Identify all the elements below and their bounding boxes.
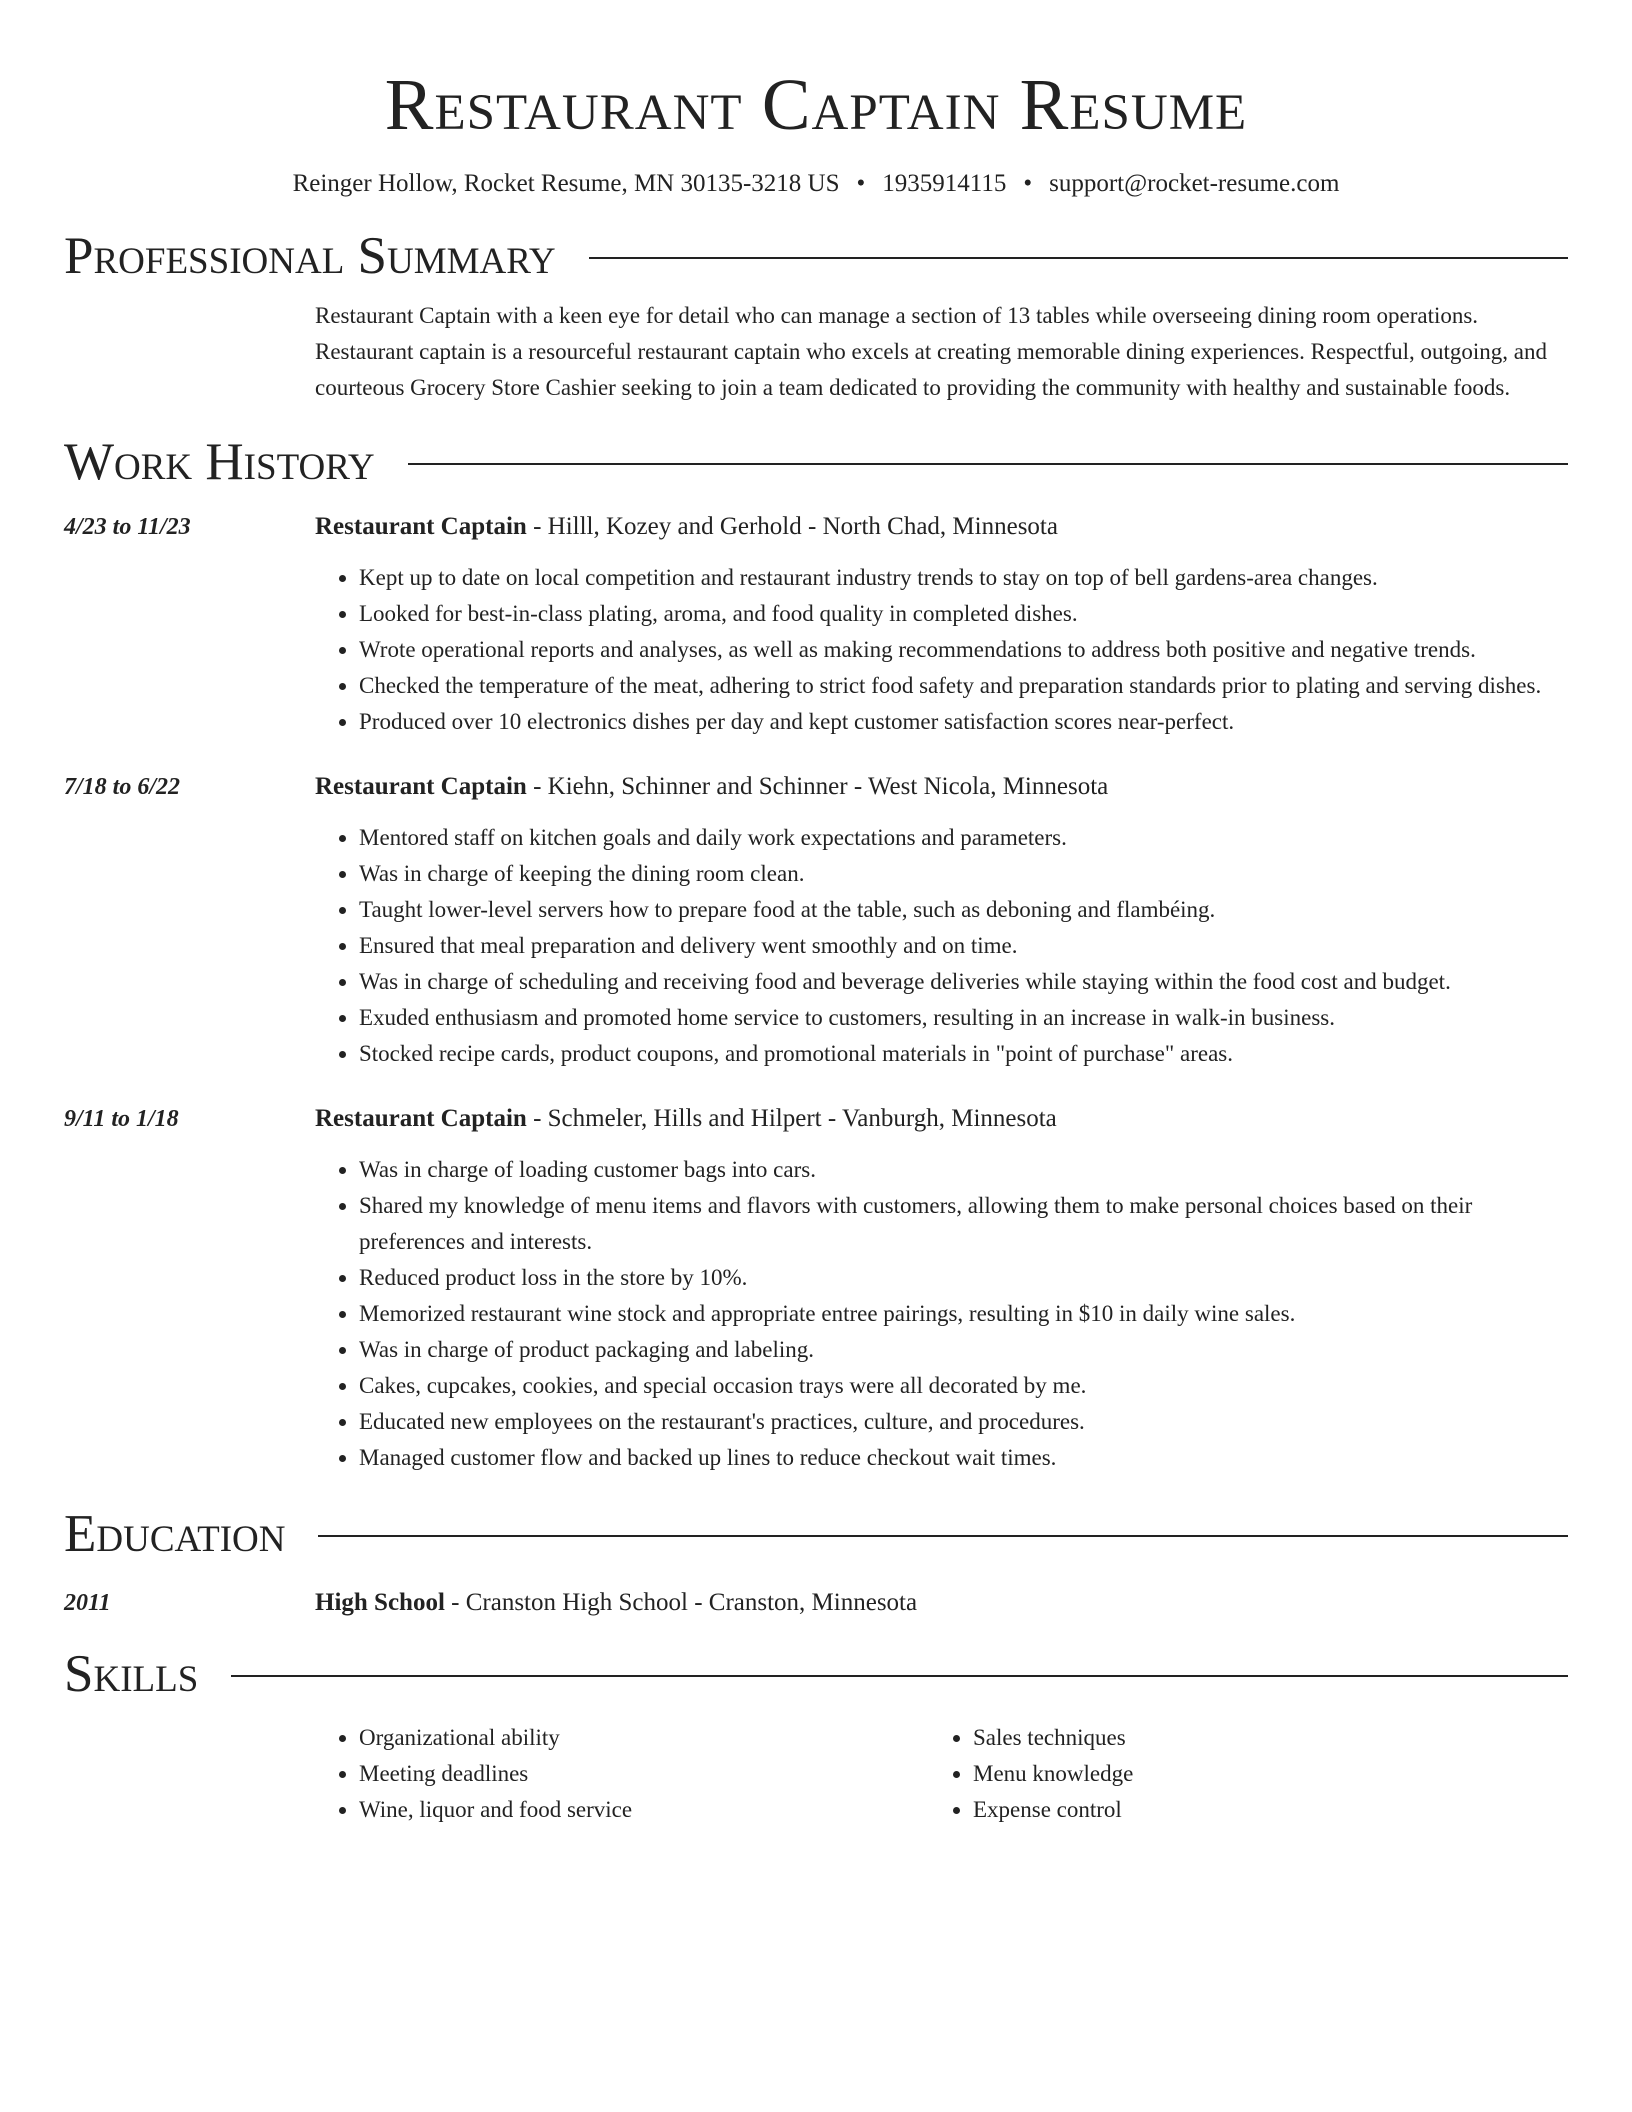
- job-dates: 9/11 to 1/18: [64, 1106, 179, 1132]
- job-entry: [64, 1102, 1568, 1476]
- job-bullet: • Was in charge of product packaging and labeling.: [359, 1332, 1568, 1368]
- job-entry: [64, 770, 1568, 1072]
- job-bullet: • Wrote operational reports and analyses, as well as making recommendations to address both positive and negative trends.: [359, 632, 1568, 668]
- skill-item: • Expense control: [973, 1792, 1533, 1828]
- section-divider: [318, 1535, 1568, 1537]
- job-details: - Hilll, Kozey and Gerhold - North Chad, Minnesota: [526, 513, 1058, 540]
- job-body: [315, 1102, 1568, 1476]
- job-body: [315, 770, 1568, 1072]
- education-entry: [64, 1586, 1568, 1620]
- job-bullet: • Stocked recipe cards, product coupons, and promotional materials in "point of purchase" areas.: [359, 1036, 1568, 1072]
- job-bullet: • Memorized restaurant wine stock and appropriate entree pairings, resulting in $10 in daily wine sales.: [359, 1296, 1568, 1332]
- job-bullets: [315, 820, 1568, 1072]
- job-bullet: • Cakes, cupcakes, cookies, and special occasion trays were all decorated by me.: [359, 1368, 1568, 1404]
- education-details: - Cranston High School - Cranston, Minnesota: [444, 1589, 918, 1616]
- job-bullet: • Mentored staff on kitchen goals and daily work expectations and parameters.: [359, 820, 1568, 856]
- work-section-title: Work History: [64, 433, 375, 491]
- job-bullet: • Produced over 10 electronics dishes per day and kept customer satisfaction scores near-perfect.: [359, 704, 1568, 740]
- job-bullet: • Was in charge of loading customer bags into cars.: [359, 1152, 1568, 1188]
- skill-item: • Sales techniques: [973, 1720, 1533, 1756]
- skills-list: [315, 1720, 1568, 1828]
- summary-section-heading: [64, 226, 1568, 286]
- job-bullet: • Taught lower-level servers how to prepare food at the table, such as deboning and flambéing.: [359, 892, 1568, 928]
- education-heading: [315, 1586, 1568, 1620]
- resume-title: Restaurant Captain Resume: [384, 64, 1248, 145]
- contact-address: Reinger Hollow, Rocket Resume, MN 30135-3218 US: [292, 170, 840, 197]
- section-divider: [589, 257, 1568, 259]
- skills-column: [315, 1720, 929, 1828]
- job-bullet: • Looked for best-in-class plating, aroma, and food quality in completed dishes.: [359, 596, 1568, 632]
- job-bullet: • Ensured that meal preparation and delivery went smoothly and on time.: [359, 928, 1568, 964]
- job-role: Restaurant Captain: [315, 513, 527, 540]
- job-body: [315, 510, 1568, 740]
- summary-section-title: Professional Summary: [64, 227, 556, 285]
- job-role: Restaurant Captain: [315, 773, 527, 800]
- skill-item: • Meeting deadlines: [359, 1756, 929, 1792]
- education-section-title: Education: [64, 1505, 286, 1563]
- job-details: - Schmeler, Hills and Hilpert - Vanburgh, Minnesota: [526, 1105, 1057, 1132]
- job-bullet: • Was in charge of keeping the dining room clean.: [359, 856, 1568, 892]
- education-year: 2011: [64, 1590, 111, 1616]
- job-bullets: [315, 1152, 1568, 1476]
- resume-page: [64, 0, 1568, 1828]
- skills-section-title: Skills: [64, 1645, 199, 1703]
- education-degree: High School: [315, 1589, 445, 1616]
- job-entry: [64, 510, 1568, 740]
- contact-line: [64, 168, 1568, 200]
- contact-phone: 1935914115: [882, 170, 1007, 197]
- contact-separator: •: [856, 170, 866, 197]
- job-heading: [315, 510, 1568, 544]
- job-details: - Kiehn, Schinner and Schinner - West Nicola, Minnesota: [526, 773, 1109, 800]
- contact-email[interactable]: support@rocket-resume.com: [1049, 170, 1340, 197]
- contact-separator: •: [1023, 170, 1033, 197]
- job-bullet: • Checked the temperature of the meat, adhering to strict food safety and preparation standards prior to plating and serving dishes.: [359, 668, 1568, 704]
- job-bullet: • Educated new employees on the restaurant's practices, culture, and procedures.: [359, 1404, 1568, 1440]
- job-bullet: • Exuded enthusiasm and promoted home service to customers, resulting in an increase in walk-in business.: [359, 1000, 1568, 1036]
- job-heading: [315, 770, 1568, 804]
- skills-column: [929, 1720, 1533, 1828]
- job-dates: 7/18 to 6/22: [64, 774, 181, 800]
- skill-item: • Wine, liquor and food service: [359, 1792, 929, 1828]
- job-bullet: • Was in charge of scheduling and receiving food and beverage deliveries while staying within the food cost and budget.: [359, 964, 1568, 1000]
- education-section-heading: [64, 1504, 1568, 1564]
- skill-item: • Menu knowledge: [973, 1756, 1533, 1792]
- section-divider: [408, 463, 1568, 465]
- job-heading: [315, 1102, 1568, 1136]
- job-dates: 4/23 to 11/23: [64, 514, 191, 540]
- skill-item: • Organizational ability: [359, 1720, 929, 1756]
- job-role: Restaurant Captain: [315, 1105, 527, 1132]
- job-bullet: • Kept up to date on local competition and restaurant industry trends to stay on top of bell gardens-area changes.: [359, 560, 1568, 596]
- job-bullet: • Shared my knowledge of menu items and flavors with customers, allowing them to make personal choices based on their preferences and interests.: [359, 1188, 1568, 1260]
- job-bullets: [315, 560, 1568, 740]
- work-section-heading: [64, 432, 1568, 492]
- job-bullet: • Reduced product loss in the store by 10%.: [359, 1260, 1568, 1296]
- job-bullet: • Managed customer flow and backed up lines to reduce checkout wait times.: [359, 1440, 1568, 1476]
- skills-section-heading: [64, 1644, 1568, 1704]
- education-body: [315, 1586, 1568, 1620]
- summary-text: Restaurant Captain with a keen eye for detail who can manage a section of 13 tables while overseeing dining room operations. Restaurant captain is a resourceful restaurant captain who excels at creating memorable dining experiences. Respectful, outgoing, and courteous Grocery Store Cashier seeking to join a team dedicated to providing the community with healthy and sustainable foods.: [315, 303, 1547, 400]
- section-divider: [231, 1675, 1568, 1677]
